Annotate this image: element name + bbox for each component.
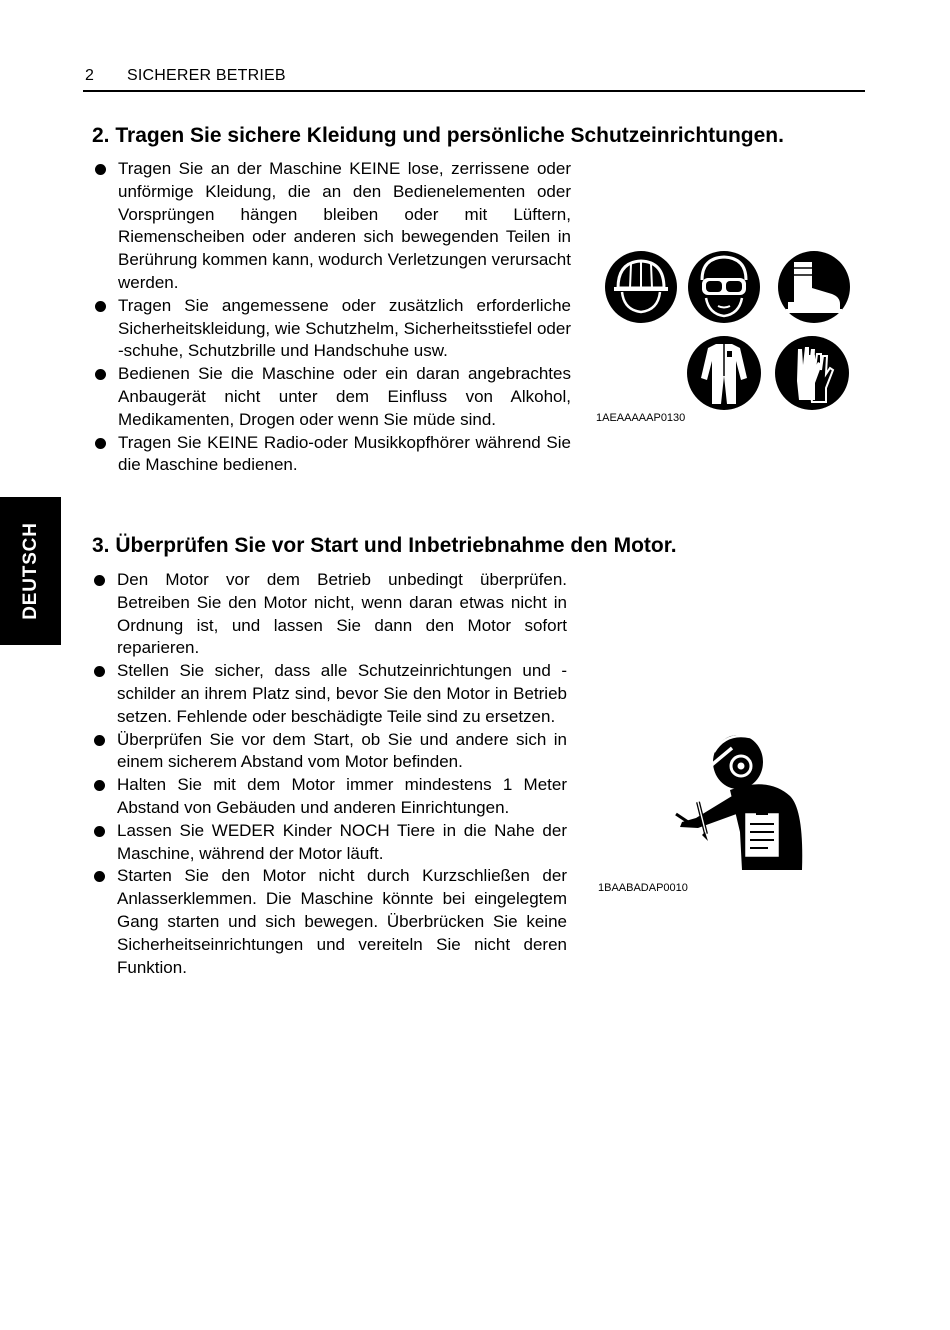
boot-icon bbox=[778, 251, 850, 323]
bullet-item: Überprüfen Sie vor dem Start, ob Sie und andere sich in einem sicherem Abstand vom Motor befinden. bbox=[93, 729, 567, 775]
bullet-item: Den Motor vor dem Betrieb unbedingt überprüfen. Betreiben Sie den Motor nicht, wenn daran etwas nicht in Ordnung ist, und lassen Sie dann den Motor sofort reparieren. bbox=[93, 569, 567, 660]
helmet-icon bbox=[605, 251, 677, 323]
inspector-with-clipboard-icon bbox=[668, 728, 808, 873]
goggles-icon bbox=[688, 251, 760, 323]
bullet-item: Tragen Sie angemessene oder zusätzlich erforderliche Sicherheitskleidung, wie Schutzhelm, Sicherheitsstiefel oder -schuhe, Schutzbrille und Handschuhe usw. bbox=[94, 295, 571, 363]
bullet-dot bbox=[94, 871, 105, 882]
section-3-bullet-list bbox=[93, 569, 567, 979]
bullet-item: Tragen Sie an der Maschine KEINE lose, zerrissene oder unförmige Kleidung, die an den Bedienelementen oder Vorsprüngen hängen bleiben oder mit Lüftern, Riemenscheiben oder anderen sich bewegenden Teilen in Berührung kommen kann, wodurch Verletzungen verursacht werden. bbox=[94, 158, 571, 295]
figure-code: 1BAABADAP0010 bbox=[598, 882, 688, 894]
language-tab bbox=[0, 497, 61, 645]
bullet-dot bbox=[95, 438, 106, 449]
coverall-icon bbox=[687, 336, 761, 410]
section-title-clothing: 2. Tragen Sie sichere Kleidung und persönliche Schutzeinrichtungen. bbox=[92, 124, 784, 147]
bullet-dot bbox=[94, 735, 105, 746]
bullet-item: Bedienen Sie die Maschine oder ein daran angebrachtes Anbaugerät nicht unter dem Einfluss von Alkohol, Medikamenten, Drogen oder wenn Sie müde sind. bbox=[94, 363, 571, 431]
bullet-dot bbox=[94, 780, 105, 791]
bullet-dot bbox=[95, 301, 106, 312]
header-title: SICHERER BETRIEB bbox=[127, 67, 286, 84]
bullet-dot bbox=[95, 369, 106, 380]
bullet-item: Lassen Sie WEDER Kinder NOCH Tiere in die Nahe der Maschine, während der Motor läuft. bbox=[93, 820, 567, 866]
bullet-dot bbox=[94, 666, 105, 677]
bullet-dot bbox=[94, 826, 105, 837]
gloves-icon bbox=[775, 336, 849, 410]
page-header bbox=[83, 66, 865, 92]
inspector-figure bbox=[668, 728, 808, 873]
bullet-dot bbox=[94, 575, 105, 586]
page-number: 2 bbox=[85, 67, 94, 84]
figure-code: 1AEAAAAAP0130 bbox=[596, 412, 686, 424]
bullet-item: Starten Sie den Motor nicht durch Kurzschließen der Anlasserklemmen. Die Maschine könnte bei eingelegtem Gang starten und sich bewegen. Überbrücken Sie keine Sicherheitseinrichtungen und vereiteln Sie nicht deren Funktion. bbox=[93, 865, 567, 979]
bullet-item: Stellen Sie sicher, dass alle Schutzeinrichtungen und -schilder an ihrem Platz sind, bevor Sie den Motor in Betrieb setzen. Fehlende oder beschädigte Teile sind zu ersetzen. bbox=[93, 660, 567, 728]
bullet-dot bbox=[95, 164, 106, 175]
bullet-item: Tragen Sie KEINE Radio-oder Musikkopfhörer während Sie die Maschine bedienen. bbox=[94, 432, 571, 478]
bullet-item: Halten Sie mit dem Motor immer mindestens 1 Meter Abstand von Gebäuden und anderen Einrichtungen. bbox=[93, 774, 567, 820]
section-2-bullet-list bbox=[94, 158, 571, 477]
ppe-figure bbox=[600, 248, 860, 418]
section-title-engine-check: 3. Überprüfen Sie vor Start und Inbetriebnahme den Motor. bbox=[92, 534, 677, 557]
language-tab-label: DEUTSCH bbox=[19, 522, 41, 620]
